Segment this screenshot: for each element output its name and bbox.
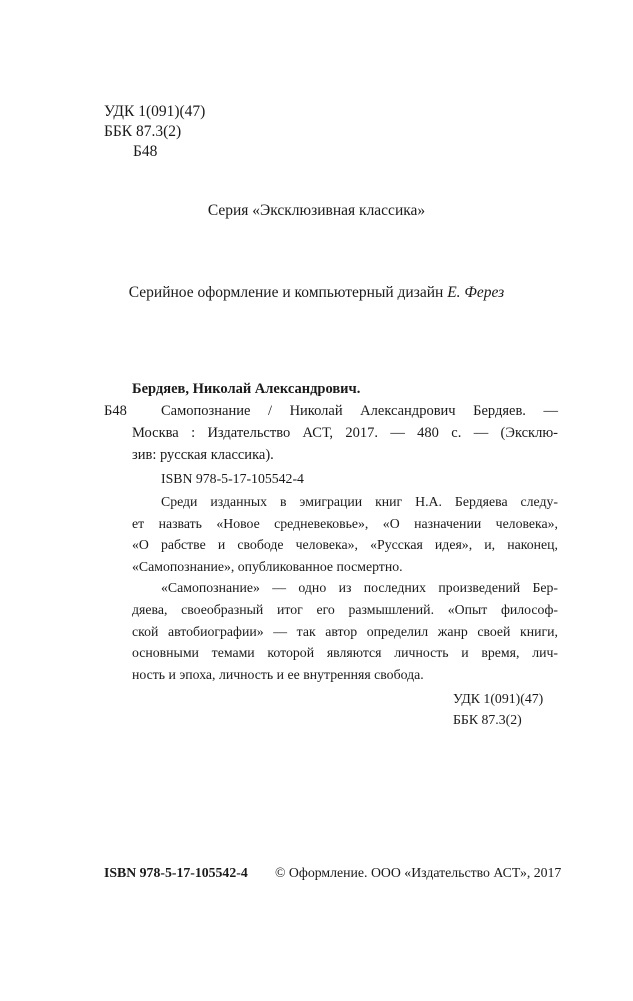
annotation-p2-line-4: основными темами которой являются личность и время, лич-: [132, 645, 558, 661]
udk-code-entry: УДК 1(091)(47): [453, 691, 544, 706]
footer-copyright: © Оформление. ООО «Издательство АСТ», 2017: [275, 865, 562, 880]
annotation-p2-line-5: ность и эпоха, личность и ее внутренняя свобода.: [132, 666, 424, 682]
design-credit-text: Серийное оформление и компьютерный дизайн: [128, 284, 444, 301]
annotation-p2-line-1: «Самопознание» — одно из последних произведений Бер-: [161, 580, 558, 596]
bbk-code-top: ББК 87.3(2): [104, 123, 182, 140]
design-credit: [0, 283, 633, 303]
udk-code-top: УДК 1(091)(47): [104, 103, 206, 120]
annotation-p1-line-4: «Самопознание», опубликованное посмертно.: [132, 558, 403, 574]
entry-author-mark: Б48: [104, 403, 127, 419]
description-line-2: Москва : Издательство АСТ, 2017. — 480 с. — (Эксклю-: [132, 425, 558, 441]
footer-isbn: ISBN 978-5-17-105542-4: [104, 865, 248, 880]
series-title: Серия «Эксклюзивная классика»: [207, 202, 426, 219]
annotation-p1-line-2: ет назвать «Новое средневековье», «О назначении человека»,: [132, 515, 558, 531]
annotation-p1-line-1: Среди изданных в эмиграции книг Н.А. Бердяева следу-: [161, 494, 558, 509]
bbk-code-entry: ББК 87.3(2): [453, 712, 522, 727]
author-mark-top: Б48: [133, 143, 158, 160]
annotation-p2-line-2: дяева, своеобразный итог его размышлений. «Опыт философ-: [132, 602, 558, 617]
author-heading: Бердяев, Николай Александрович.: [132, 381, 361, 397]
annotation-p1-line-3: «О рабстве и свободе человека», «Русская идея», и, наконец,: [132, 537, 558, 553]
description-line-1: Самопознание / Николай Александрович Бердяев. —: [161, 403, 558, 419]
annotation-p2-line-3: ской автобиографии» — так автор определил жанр своей книги,: [132, 623, 558, 639]
entry-isbn: ISBN 978-5-17-105542-4: [161, 471, 304, 486]
description-line-3: зив: русская классика).: [132, 447, 274, 463]
designer-name: Е. Ферез: [447, 284, 505, 301]
